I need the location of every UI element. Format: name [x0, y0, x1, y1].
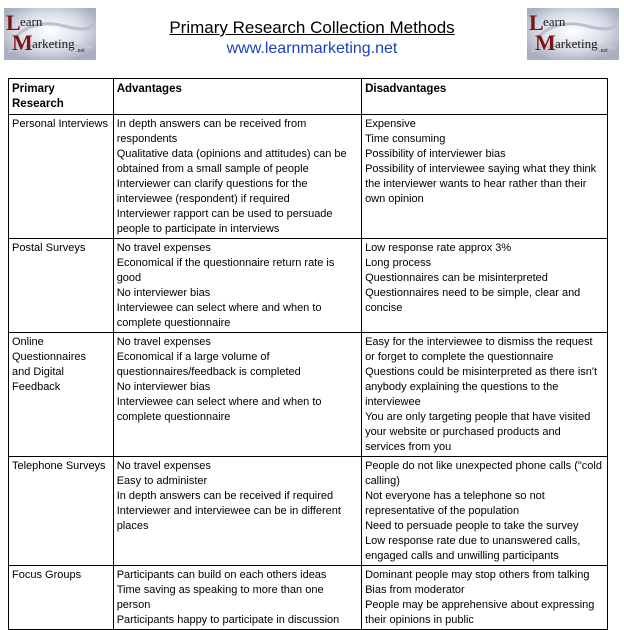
cell-line: your website or purchased products and: [365, 426, 561, 438]
column-header-method: Primary Research: [9, 79, 114, 115]
table-row: [9, 239, 608, 333]
research-methods-table: [8, 78, 608, 630]
method-cell: [9, 115, 114, 239]
cell-line: respondents: [116, 133, 178, 145]
advantages-cell: [113, 566, 361, 630]
table-row: [9, 457, 608, 566]
cell-line: Possibility of interviewer bias: [365, 148, 506, 160]
method-cell: [9, 566, 114, 630]
column-header-disadvantages: Disadvantages: [362, 79, 608, 115]
cell-line: Interviewer rapport can be used to persuade: [116, 208, 333, 220]
cell-line: Economical if a large volume of: [116, 351, 270, 363]
cell-line: representative of the population: [365, 505, 520, 517]
cell-line: No travel expenses: [116, 336, 211, 348]
site-url: www.learnmarketing.net: [226, 40, 398, 57]
cell-line: Participants happy to participate in discussion: [116, 614, 340, 626]
cell-line: engaged calls and unwilling participants: [365, 550, 559, 562]
cell-line: Interviewee can select where and when to: [116, 396, 322, 408]
cell-line: Telephone Surveys: [12, 460, 106, 472]
cell-line: Questionnaires: [12, 351, 86, 363]
cell-line: No interviewer bias: [116, 287, 211, 299]
page-title: Primary Research Collection Methods: [169, 18, 455, 37]
cell-line: or forget to complete the questionnaire: [365, 351, 554, 363]
cell-line: Long process: [365, 257, 432, 269]
cell-line: Qualitative data (opinions and attitudes) can be: [116, 148, 347, 160]
cell-line: Interviewee can select where and when to: [116, 302, 322, 314]
advantages-cell: [113, 115, 361, 239]
learnmarketing-logo-right: L earn M arketing .net: [527, 8, 619, 60]
cell-line: Focus Groups: [12, 569, 82, 581]
disadvantages-cell: [362, 239, 608, 333]
advantages-cell: [113, 333, 361, 457]
cell-line: People may be apprehensive about expressing: [365, 599, 595, 611]
cell-line: In depth answers can be received if required: [116, 490, 334, 502]
table-row: [9, 566, 608, 630]
table-body: [9, 115, 608, 630]
cell-line: Time saving as speaking to more than one person: [116, 584, 324, 611]
cell-line: Possibility of interviewee saying what they think: [365, 163, 597, 175]
cell-line: their opinions in public: [365, 614, 474, 626]
advantages-cell: [113, 457, 361, 566]
cell-line: Bias from moderator: [365, 584, 465, 596]
cell-line: No travel expenses: [116, 460, 211, 472]
cell-line: concise: [365, 302, 403, 314]
disadvantages-cell: [362, 457, 608, 566]
disadvantages-cell: [362, 333, 608, 457]
cell-line: In depth answers can be received from: [116, 118, 307, 130]
advantages-cell: [113, 239, 361, 333]
cell-line: Interviewer can clarify questions for the: [116, 178, 308, 190]
cell-line: You are only targeting people that have visited: [365, 411, 591, 423]
cell-line: Easy to administer: [116, 475, 208, 487]
cell-line: Participants can build on each others ideas: [116, 569, 327, 581]
cell-line: Dominant people may stop others from talking: [365, 569, 590, 581]
cell-line: own opinion: [365, 193, 424, 205]
cell-line: Questionnaires need to be simple, clear and: [365, 287, 581, 299]
method-cell: [9, 239, 114, 333]
cell-line: Postal Surveys: [12, 242, 86, 254]
cell-line: interviewee (respondent) if required: [116, 193, 290, 205]
cell-line: complete questionnaire: [116, 411, 231, 423]
cell-line: people to participate in interviews: [116, 223, 280, 235]
cell-line: People do not like unexpected phone calls ("cold: [365, 460, 602, 472]
cell-line: Time consuming: [365, 133, 446, 145]
cell-line: Need to persuade people to take the survey: [365, 520, 579, 532]
cell-line: the interviewer wants to hear rather than their: [365, 178, 587, 190]
disadvantages-cell: [362, 115, 608, 239]
cell-line: services from you: [365, 441, 452, 453]
cell-line: Easy for the interviewee to dismiss the request: [365, 336, 593, 348]
cell-line: places: [116, 520, 149, 532]
column-header-advantages: Advantages: [113, 79, 361, 115]
learnmarketing-logo-left: L earn M arketing .net: [4, 8, 96, 60]
cell-line: Not everyone has a telephone so not: [365, 490, 545, 502]
method-cell: [9, 457, 114, 566]
method-cell: [9, 333, 114, 457]
cell-line: calling): [365, 475, 400, 487]
cell-line: Questions could be misinterpreted as there isn't: [365, 366, 598, 378]
disadvantages-cell: [362, 566, 608, 630]
cell-line: obtained from a small sample of people: [116, 163, 309, 175]
cell-line: Personal Interviews: [12, 118, 108, 130]
table-row: [9, 333, 608, 457]
cell-line: Low response rate approx 3%: [365, 242, 512, 254]
cell-line: and Digital Feedback: [12, 366, 64, 393]
cell-line: complete questionnaire: [116, 317, 231, 329]
cell-line: interviewee: [365, 396, 421, 408]
cell-line: No interviewer bias: [116, 381, 211, 393]
cell-line: Interviewer and interviewee can be in different: [116, 505, 341, 517]
cell-line: questionnaires/feedback is completed: [116, 366, 301, 378]
cell-line: anybody explaining the questions to the: [365, 381, 559, 393]
table-row: [9, 115, 608, 239]
cell-line: No travel expenses: [116, 242, 211, 254]
cell-line: Online: [12, 336, 44, 348]
cell-line: Expensive: [365, 118, 416, 130]
cell-line: Economical if the questionnaire return rate is good: [116, 257, 335, 284]
table-header-row: [9, 79, 608, 115]
cell-line: Low response rate due to unanswered calls,: [365, 535, 581, 547]
cell-line: Questionnaires can be misinterpreted: [365, 272, 548, 284]
